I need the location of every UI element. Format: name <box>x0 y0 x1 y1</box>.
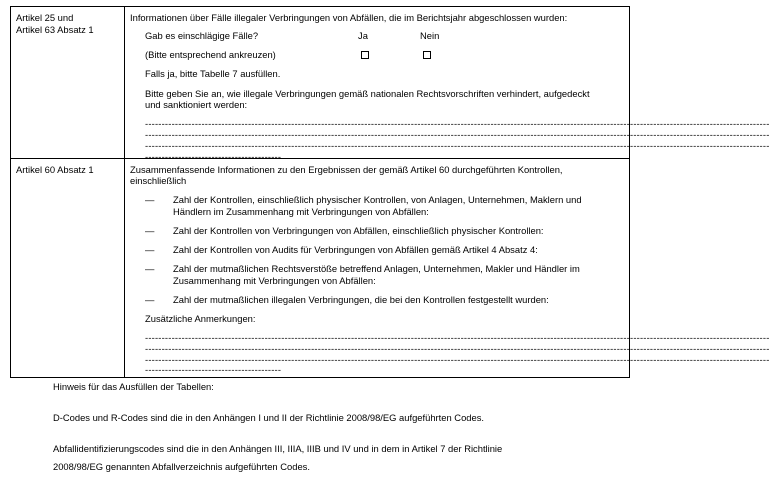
dash-bullet: — <box>145 263 155 274</box>
yes-label: Ja <box>358 30 368 41</box>
dash-bullet: — <box>145 194 155 205</box>
answer-line[interactable]: -------------------------------------------------------------------------------------------------------------------------------------------------------------------------------------------- <box>145 129 770 140</box>
list-item-text <box>173 294 623 306</box>
article-line: Artikel 60 Absatz 1 <box>16 164 94 175</box>
remarks-label: Zusätzliche Anmerkungen: <box>145 313 256 324</box>
dash-bullet: — <box>145 225 155 236</box>
dash-bullet: — <box>145 244 155 255</box>
note-codes: D-Codes und R-Codes sind die in den Anhängen I und II der Richtlinie 2008/98/EG aufgeführten Codes. <box>53 412 485 423</box>
list-item-text <box>173 244 623 256</box>
answer-line-short[interactable]: ----------------------------------------- <box>145 364 282 375</box>
article-reference <box>16 164 120 176</box>
intro-text: Zusammenfassende Informationen zu den Ergebnissen der gemäß Artikel 60 durchgeführten Kontrollen, <box>130 164 563 175</box>
question-text: Gab es einschlägige Fälle? <box>145 30 259 41</box>
list-item-line: Zusammenhang mit Verbringungen von Abfällen: <box>173 274 376 286</box>
answer-line[interactable]: -------------------------------------------------------------------------------------------------------------------------------------------------------------------------------------------- <box>145 343 770 354</box>
prompt-text: und sanktioniert werden: <box>145 99 248 110</box>
article-reference <box>16 12 120 35</box>
answer-line[interactable]: -------------------------------------------------------------------------------------------------------------------------------------------------------------------------------------------- <box>145 118 770 129</box>
list-item-line: Zahl der Kontrollen von Audits für Verbringungen von Abfällen gemäß Artikel 4 Absatz 4: <box>173 244 538 255</box>
list-item-text <box>173 225 623 237</box>
note-identification: 2008/98/EG genannten Abfallverzeichnis aufgeführten Codes. <box>53 461 310 472</box>
no-label: Nein <box>420 30 440 41</box>
notes-heading: Hinweis für das Ausfüllen der Tabellen: <box>53 381 214 392</box>
row-illegal-shipments <box>11 7 770 162</box>
answer-line[interactable]: -------------------------------------------------------------------------------------------------------------------------------------------------------------------------------------------- <box>145 354 770 365</box>
article-line: Artikel 63 Absatz 1 <box>16 23 94 35</box>
row-content <box>130 12 770 162</box>
yes-checkbox[interactable] <box>361 51 369 59</box>
list-item-line: Zahl der mutmaßlichen Rechtsverstöße betreffend Anlagen, Unternehmen, Makler und Händler im <box>173 263 580 274</box>
note-identification: Abfallidentifizierungscodes sind die in den Anhängen III, IIIA, IIIB und IV und in dem in Artikel 7 der Richtlinie <box>53 443 503 454</box>
column-divider <box>124 159 125 377</box>
answer-line[interactable]: -------------------------------------------------------------------------------------------------------------------------------------------------------------------------------------------- <box>145 140 770 151</box>
list-item-text <box>173 194 623 217</box>
tick-hint: (Bitte entsprechend ankreuzen) <box>145 49 276 60</box>
list-item-text <box>173 263 623 286</box>
column-divider <box>124 7 125 158</box>
reporting-table <box>10 6 770 378</box>
article-line: Artikel 25 und <box>16 12 74 23</box>
if-yes-text: Falls ja, bitte Tabelle 7 ausfüllen. <box>145 68 281 79</box>
prompt-text: Bitte geben Sie an, wie illegale Verbringungen gemäß nationalen Rechtsvorschriften verhindert, aufgedeckt <box>145 88 590 99</box>
answer-line-short[interactable]: ----------------------------------------- <box>145 151 282 162</box>
intro-text: Informationen über Fälle illegaler Verbringungen von Abfällen, die im Berichtsjahr abgeschlossen wurden: <box>130 12 568 23</box>
intro-text: einschließlich <box>130 175 187 186</box>
row-inspections <box>11 159 770 377</box>
row-content <box>130 164 770 375</box>
answer-line[interactable]: -------------------------------------------------------------------------------------------------------------------------------------------------------------------------------------------- <box>145 332 770 343</box>
list-item-line: Zahl der mutmaßlichen illegalen Verbringungen, die bei den Kontrollen festgestellt wurden: <box>173 294 549 305</box>
list-item-line: Zahl der Kontrollen, einschließlich physischer Kontrollen, von Anlagen, Unternehmen, Maklern und <box>173 194 582 205</box>
list-item-line: Händlern im Zusammenhang mit Verbringungen von Abfällen: <box>173 205 429 217</box>
no-checkbox[interactable] <box>423 51 431 59</box>
dash-bullet: — <box>145 294 155 305</box>
list-item-line: Zahl der Kontrollen von Verbringungen von Abfällen, einschließlich physischer Kontrollen: <box>173 225 544 236</box>
